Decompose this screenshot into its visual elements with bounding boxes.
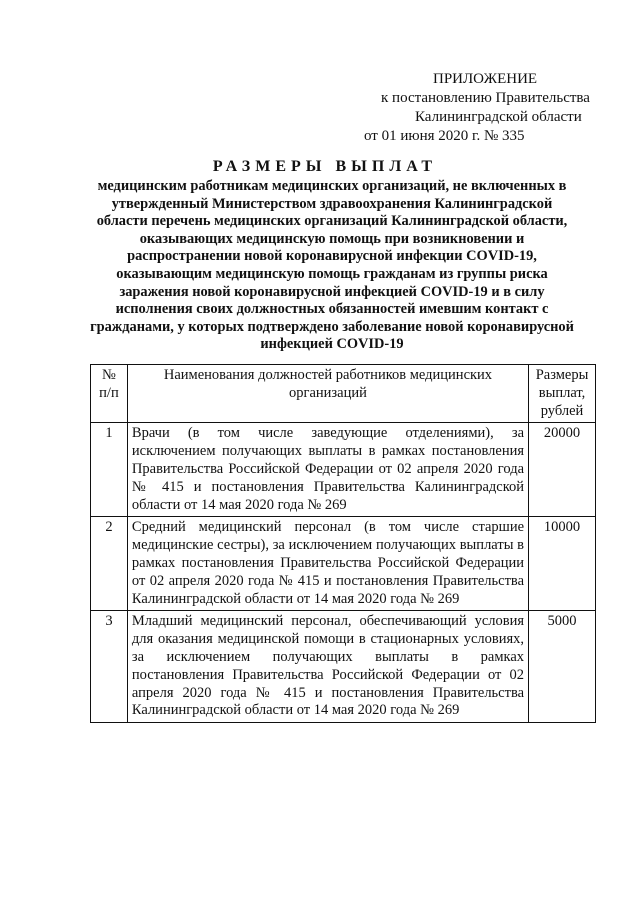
subtitle-line: распространении новой коронавирусной инфекции COVID-19,: [127, 248, 537, 265]
row-amount: 10000: [529, 517, 596, 611]
appendix-label: ПРИЛОЖЕНИЕ: [433, 71, 538, 87]
subtitle-line: утвержденный Министерством здравоохранения Калининградской: [111, 195, 553, 212]
appendix-region: Калининградской области: [415, 109, 582, 125]
subtitle-line: заражения новой коронавирусной инфекцией COVID-19 и в силу: [119, 283, 545, 300]
subtitle-line: оказывающих медицинскую помощь при возникновении и: [139, 230, 525, 247]
appendix-reference: к постановлению Правительства: [381, 90, 590, 106]
header-position-line1: Наименования должностей работников медицинских: [163, 367, 493, 383]
row-number: 1: [91, 423, 128, 517]
subtitle-line: оказывающим медицинскую помощь гражданам из группы риска: [116, 265, 548, 282]
table-row: [91, 517, 596, 611]
row-position-name: Средний медицинский персонал (в том числе старшие медицинские сестры), за исключением получающих выплаты в рамках постановления Правительства Российской Федерации от 02 апреля 2020 года № 415 и постановления Правительства Калининградской области от 14 мая 2020 года № 269: [127, 517, 528, 611]
row-amount: 5000: [529, 611, 596, 723]
row-position-name: Врачи (в том числе заведующие отделениями), за исключением получающих выплаты в рамках постановления Правительства Российской Федерации от 02 апреля 2020 года № 415 и постановления Правительства Калининградской области от 14 мая 2020 года № 269: [127, 423, 528, 517]
subtitle-line: медицинским работникам медицинских организаций, не включенных в: [97, 178, 567, 194]
table-header-row: [91, 365, 596, 423]
table-row: [91, 611, 596, 723]
header-amount-line2: выплат,: [538, 384, 586, 401]
header-number-abbrev: п/п: [99, 384, 119, 401]
document-title: РАЗМЕРЫ ВЫПЛАТ: [212, 158, 438, 175]
header-position-name: [127, 365, 528, 423]
header-number-symbol: №: [102, 367, 116, 383]
header-position-line2: организаций: [289, 384, 367, 401]
row-position-name: Младший медицинский персонал, обеспечивающий условия для оказания медицинской помощи в стационарных условиях, за исключением получающих выплаты в рамках постановления Правительства Российской Федерации от 02 апреля 2020 года № 415 и постановления Правительства Калининградской области от 14 мая 2020 года № 269: [127, 611, 528, 723]
header-number: [91, 365, 128, 423]
table-row: [91, 423, 596, 517]
payments-table: [90, 364, 596, 723]
document-subtitle: [72, 178, 592, 354]
appendix-date-number: от 01 июня 2020 г. № 335: [364, 128, 525, 144]
header-amount: [529, 365, 596, 423]
subtitle-line: исполнения своих должностных обязанностей имевшим контакт с: [115, 301, 549, 318]
header-amount-line3: рублей: [540, 402, 584, 419]
subtitle-line: инфекцией COVID-19: [260, 336, 404, 353]
appendix-block: [330, 70, 610, 146]
header-amount-line1: Размеры: [535, 367, 589, 383]
row-amount: 20000: [529, 423, 596, 517]
subtitle-line: области перечень медицинских организаций Калининградской области,: [96, 213, 568, 230]
subtitle-line: гражданами, у которых подтверждено заболевание новой коронавирусной: [90, 318, 574, 335]
row-number: 2: [91, 517, 128, 611]
row-number: 3: [91, 611, 128, 723]
